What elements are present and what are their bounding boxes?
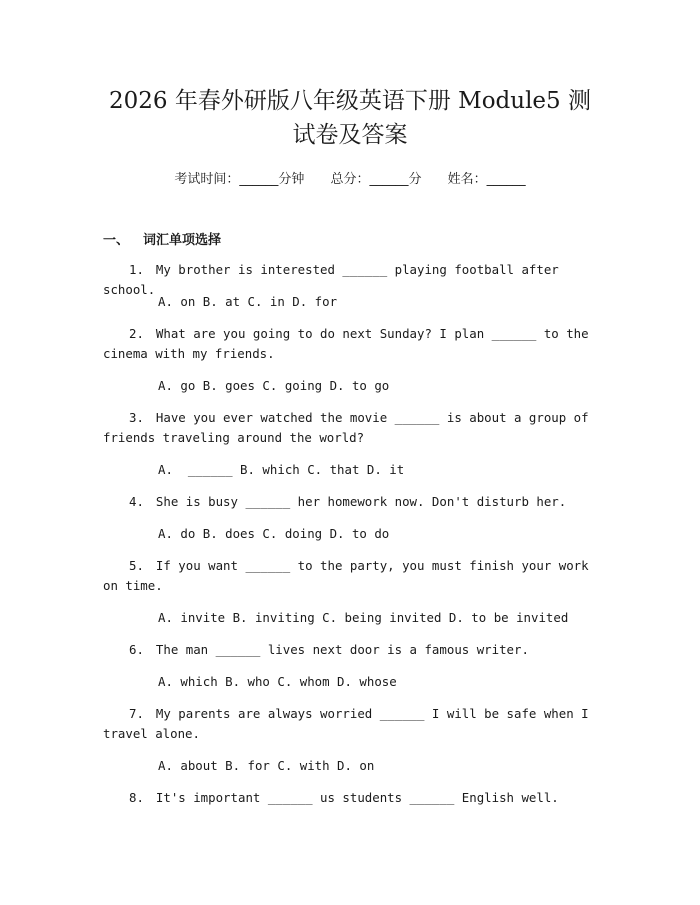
question-text: What are you going to do next Sunday? I plan ______ to the cinema with my friends.	[103, 326, 589, 361]
question-text: My parents are always worried ______ I will be safe when I travel alone.	[103, 706, 589, 741]
question-text: It's important ______ us students ______ English well.	[155, 790, 559, 805]
question-text: The man ______ lives next door is a famous writer.	[155, 642, 529, 657]
question-number: 3.	[129, 410, 144, 425]
question-number: 6.	[129, 642, 144, 657]
question-2	[103, 324, 598, 364]
question-text: My brother is interested ______ playing football after school.	[103, 262, 559, 297]
question-7-options: A. about B. for C. with D. on	[158, 758, 375, 773]
question-number: 8.	[129, 790, 144, 805]
student-name-field: 姓名：______	[447, 172, 526, 187]
exam-info-line	[0, 168, 700, 187]
question-number: 1.	[129, 262, 144, 277]
question-8	[103, 788, 598, 808]
section-heading: 词汇单项选择	[143, 233, 222, 248]
question-text: Have you ever watched the movie ______ is about a group of friends traveling around the world?	[103, 410, 589, 445]
exam-time-field: 考试时间：______分钟	[174, 172, 305, 187]
question-7	[103, 704, 598, 744]
question-4	[103, 492, 598, 512]
question-text: If you want ______ to the party, you must finish your work on time.	[103, 558, 589, 593]
page-title-line-1: 2026 年春外研版八年级英语下册 Module5 测	[108, 88, 591, 114]
total-score-field: 总分：______分	[330, 172, 422, 187]
page-title-line-2: 试卷及答案	[292, 122, 408, 148]
question-6	[103, 640, 598, 660]
question-3	[103, 408, 598, 448]
question-1-options: A. on B. at C. in D. for	[158, 294, 338, 309]
question-3-options: A. ______ B. which C. that D. it	[158, 462, 405, 477]
question-number: 7.	[129, 706, 144, 721]
question-text: She is busy ______ her homework now. Don't disturb her.	[155, 494, 567, 509]
question-5	[103, 556, 598, 596]
question-number: 4.	[129, 494, 144, 509]
question-number: 5.	[129, 558, 144, 573]
question-2-options: A. go B. goes C. going D. to go	[158, 378, 390, 393]
question-number: 2.	[129, 326, 144, 341]
question-5-options: A. invite B. inviting C. being invited D. to be invited	[158, 610, 569, 625]
section-number: 一、	[103, 233, 130, 248]
question-4-options: A. do B. does C. doing D. to do	[158, 526, 390, 541]
question-6-options: A. which B. who C. whom D. whose	[158, 674, 397, 689]
section-header	[103, 229, 221, 248]
